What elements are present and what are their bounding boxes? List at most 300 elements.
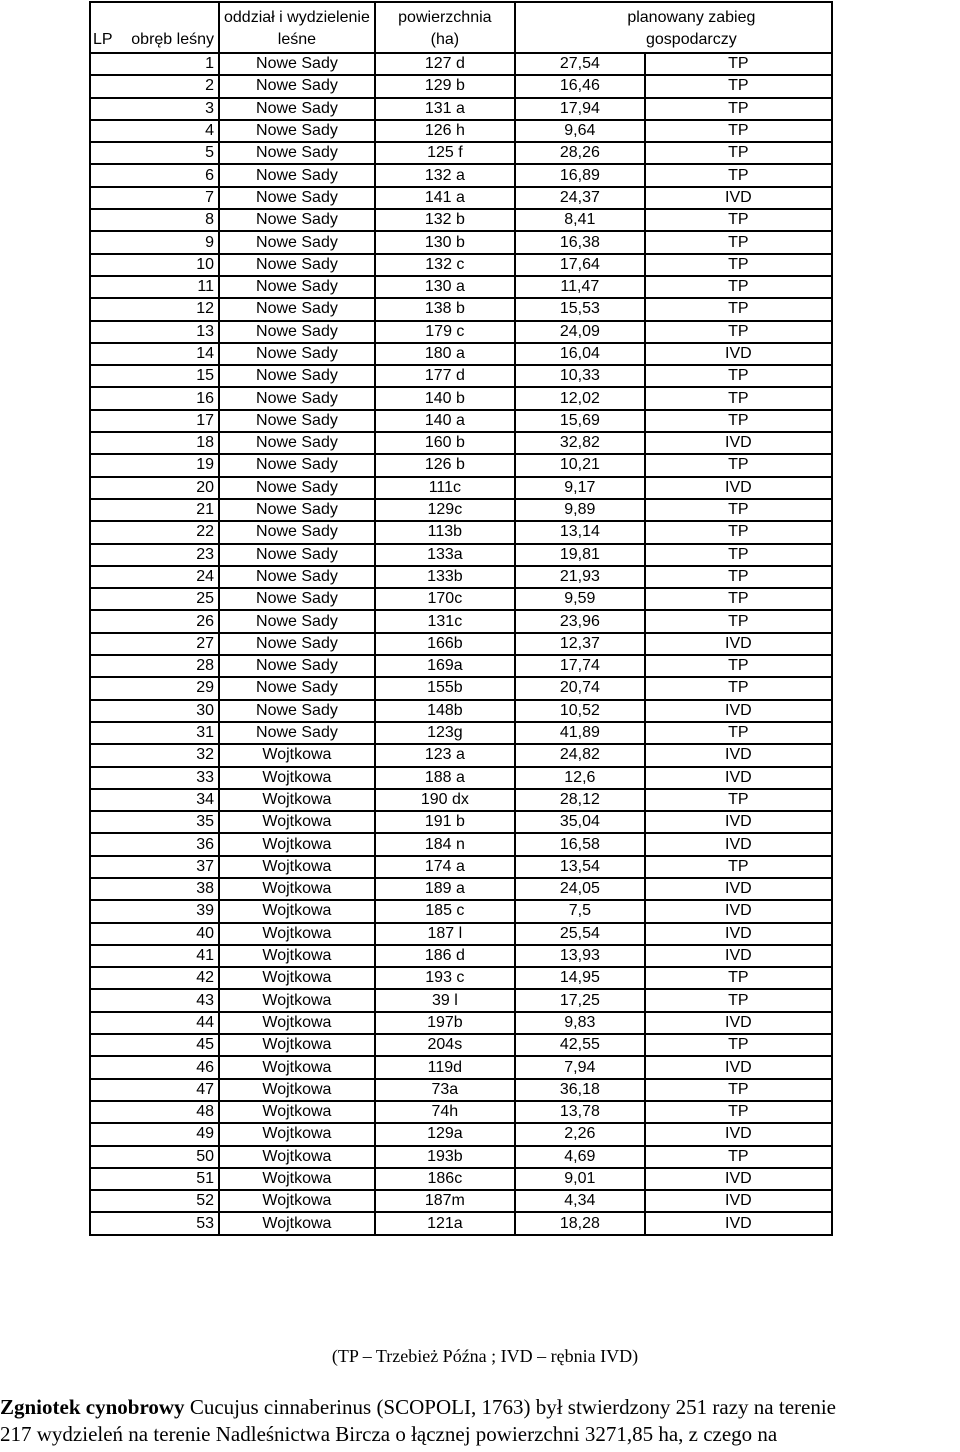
cell-obreb: Nowe Sady (219, 276, 375, 298)
cell-powierzchnia: 25,54 (515, 923, 645, 945)
cell-powierzchnia: 7,94 (515, 1056, 645, 1078)
cell-lp: 27 (90, 633, 219, 655)
cell-lp: 39 (90, 900, 219, 922)
cell-lp: 46 (90, 1056, 219, 1078)
cell-obreb: Nowe Sady (219, 677, 375, 699)
cell-lp: 43 (90, 989, 219, 1011)
table-row (90, 967, 832, 989)
cell-obreb: Wojtkowa (219, 1101, 375, 1123)
table-row (90, 811, 832, 833)
table-row (90, 254, 832, 276)
cell-oddzial: 177 d (375, 365, 515, 387)
cell-oddzial: 170c (375, 588, 515, 610)
cell-lp: 28 (90, 655, 219, 677)
table-row (90, 1190, 832, 1212)
cell-powierzchnia: 10,21 (515, 454, 645, 476)
cell-zabieg: TP (645, 722, 832, 744)
cell-obreb: Wojtkowa (219, 1012, 375, 1034)
cell-oddzial: 204s (375, 1034, 515, 1056)
table-row (90, 722, 832, 744)
table-row (90, 432, 832, 454)
cell-zabieg: TP (645, 75, 832, 97)
cell-zabieg: TP (645, 231, 832, 253)
cell-obreb: Nowe Sady (219, 610, 375, 632)
cell-powierzchnia: 4,69 (515, 1146, 645, 1168)
cell-obreb: Nowe Sady (219, 410, 375, 432)
cell-obreb: Nowe Sady (219, 454, 375, 476)
cell-oddzial: 131 a (375, 98, 515, 120)
cell-lp: 11 (90, 276, 219, 298)
cell-zabieg: IVD (645, 744, 832, 766)
cell-powierzchnia: 8,41 (515, 209, 645, 231)
cell-oddzial: 113b (375, 521, 515, 543)
cell-oddzial: 126 h (375, 120, 515, 142)
cell-lp: 7 (90, 187, 219, 209)
cell-powierzchnia: 27,54 (515, 53, 645, 75)
cell-lp: 21 (90, 499, 219, 521)
cell-oddzial: 186c (375, 1168, 515, 1190)
cell-powierzchnia: 16,38 (515, 231, 645, 253)
cell-oddzial: 119d (375, 1056, 515, 1078)
table-row (90, 1212, 832, 1234)
cell-zabieg: IVD (645, 1212, 832, 1234)
table-row (90, 454, 832, 476)
cell-zabieg: TP (645, 967, 832, 989)
cell-obreb: Nowe Sady (219, 633, 375, 655)
table-row (90, 298, 832, 320)
cell-obreb: Nowe Sady (219, 544, 375, 566)
cell-powierzchnia: 16,46 (515, 75, 645, 97)
cell-powierzchnia: 23,96 (515, 610, 645, 632)
cell-zabieg: IVD (645, 187, 832, 209)
cell-obreb: Nowe Sady (219, 387, 375, 409)
cell-zabieg: IVD (645, 1056, 832, 1078)
cell-zabieg: TP (645, 209, 832, 231)
cell-oddzial: 132 a (375, 164, 515, 186)
cell-lp: 34 (90, 789, 219, 811)
table-row (90, 1034, 832, 1056)
cell-obreb: Nowe Sady (219, 700, 375, 722)
cell-powierzchnia: 9,83 (515, 1012, 645, 1034)
species-name: Zgniotek cynobrowy (0, 1395, 185, 1419)
cell-powierzchnia: 13,54 (515, 856, 645, 878)
cell-lp: 4 (90, 120, 219, 142)
cell-obreb: Nowe Sady (219, 477, 375, 499)
cell-obreb: Nowe Sady (219, 231, 375, 253)
cell-obreb: Wojtkowa (219, 1146, 375, 1168)
table-row (90, 900, 832, 922)
cell-zabieg: TP (645, 98, 832, 120)
paragraph-line1: Cucujus cinnaberinus (SCOPOLI, 1763) był stwierdzony 251 razy na terenie (184, 1395, 837, 1419)
cell-lp: 14 (90, 343, 219, 365)
table-row (90, 878, 832, 900)
cell-powierzchnia: 28,26 (515, 142, 645, 164)
cell-zabieg: TP (645, 454, 832, 476)
cell-powierzchnia: 42,55 (515, 1034, 645, 1056)
paragraph-line2: 217 wydzieleń na terenie Nadleśnictwa Bircza o łącznej powierzchni 3271,85 ha, z czego na (0, 1422, 778, 1446)
cell-lp: 31 (90, 722, 219, 744)
cell-zabieg: IVD (645, 1190, 832, 1212)
table-row (90, 98, 832, 120)
cell-obreb: Wojtkowa (219, 945, 375, 967)
cell-oddzial: 127 d (375, 53, 515, 75)
cell-zabieg: TP (645, 544, 832, 566)
cell-powierzchnia: 16,89 (515, 164, 645, 186)
cell-zabieg: TP (645, 588, 832, 610)
cell-zabieg: IVD (645, 923, 832, 945)
cell-powierzchnia: 2,26 (515, 1123, 645, 1145)
table-row (90, 989, 832, 1011)
table-row (90, 209, 832, 231)
table-row (90, 1012, 832, 1034)
cell-obreb: Nowe Sady (219, 98, 375, 120)
cell-obreb: Wojtkowa (219, 1034, 375, 1056)
cell-oddzial: 174 a (375, 856, 515, 878)
cell-powierzchnia: 24,05 (515, 878, 645, 900)
cell-lp: 20 (90, 477, 219, 499)
cell-lp: 1 (90, 53, 219, 75)
cell-obreb: Nowe Sady (219, 521, 375, 543)
cell-oddzial: 191 b (375, 811, 515, 833)
cell-oddzial: 179 c (375, 321, 515, 343)
table-row (90, 700, 832, 722)
cell-powierzchnia: 10,52 (515, 700, 645, 722)
cell-lp: 44 (90, 1012, 219, 1034)
cell-zabieg: TP (645, 655, 832, 677)
cell-zabieg: TP (645, 120, 832, 142)
cell-oddzial: 180 a (375, 343, 515, 365)
cell-obreb: Nowe Sady (219, 209, 375, 231)
cell-lp: 23 (90, 544, 219, 566)
cell-obreb: Wojtkowa (219, 989, 375, 1011)
cell-lp: 9 (90, 231, 219, 253)
cell-oddzial: 187m (375, 1190, 515, 1212)
cell-zabieg: IVD (645, 432, 832, 454)
cell-obreb: Nowe Sady (219, 298, 375, 320)
table-row (90, 767, 832, 789)
cell-obreb: Nowe Sady (219, 142, 375, 164)
cell-lp: 3 (90, 98, 219, 120)
cell-lp: 42 (90, 967, 219, 989)
cell-lp: 41 (90, 945, 219, 967)
table-row (90, 1146, 832, 1168)
table-row (90, 610, 832, 632)
cell-zabieg: TP (645, 410, 832, 432)
cell-obreb: Wojtkowa (219, 1079, 375, 1101)
header-obreb: obręb leśny (131, 31, 214, 48)
cell-obreb: Wojtkowa (219, 1212, 375, 1234)
paragraph (0, 1394, 960, 1448)
cell-oddzial: 129 b (375, 75, 515, 97)
header-powierzchnia: powierzchnia (ha) (375, 2, 515, 53)
cell-oddzial: 193 c (375, 967, 515, 989)
cell-powierzchnia: 24,82 (515, 744, 645, 766)
header-lp: LP (93, 31, 113, 48)
cell-powierzchnia: 11,47 (515, 276, 645, 298)
cell-oddzial: 140 a (375, 410, 515, 432)
cell-powierzchnia: 9,59 (515, 588, 645, 610)
cell-lp: 45 (90, 1034, 219, 1056)
cell-oddzial: 123 a (375, 744, 515, 766)
cell-zabieg: IVD (645, 945, 832, 967)
table-row (90, 343, 832, 365)
cell-obreb: Nowe Sady (219, 432, 375, 454)
cell-zabieg: IVD (645, 633, 832, 655)
cell-oddzial: 148b (375, 700, 515, 722)
cell-obreb: Wojtkowa (219, 878, 375, 900)
cell-lp: 29 (90, 677, 219, 699)
legend: (TP – Trzebież Późna ; IVD – rębnia IVD) (331, 1346, 639, 1366)
cell-obreb: Nowe Sady (219, 343, 375, 365)
cell-zabieg: TP (645, 142, 832, 164)
table-row (90, 187, 832, 209)
cell-zabieg: TP (645, 321, 832, 343)
header-zabieg: planowany zabieg gospodarczy (515, 2, 832, 53)
cell-oddzial: 138 b (375, 298, 515, 320)
cell-oddzial: 166b (375, 633, 515, 655)
table-row (90, 231, 832, 253)
cell-oddzial: 126 b (375, 454, 515, 476)
table-row (90, 387, 832, 409)
cell-powierzchnia: 24,37 (515, 187, 645, 209)
cell-zabieg: TP (645, 856, 832, 878)
cell-obreb: Wojtkowa (219, 789, 375, 811)
cell-oddzial: 184 n (375, 833, 515, 855)
cell-zabieg: TP (645, 276, 832, 298)
cell-oddzial: 189 a (375, 878, 515, 900)
table-row (90, 1123, 832, 1145)
cell-lp: 35 (90, 811, 219, 833)
cell-zabieg: TP (645, 1101, 832, 1123)
cell-obreb: Nowe Sady (219, 120, 375, 142)
cell-powierzchnia: 13,78 (515, 1101, 645, 1123)
cell-lp: 13 (90, 321, 219, 343)
cell-powierzchnia: 9,64 (515, 120, 645, 142)
cell-powierzchnia: 32,82 (515, 432, 645, 454)
cell-obreb: Nowe Sady (219, 53, 375, 75)
table-row (90, 120, 832, 142)
table-row (90, 923, 832, 945)
cell-obreb: Nowe Sady (219, 365, 375, 387)
cell-obreb: Wojtkowa (219, 1168, 375, 1190)
cell-oddzial: 188 a (375, 767, 515, 789)
cell-oddzial: 197b (375, 1012, 515, 1034)
cell-powierzchnia: 9,89 (515, 499, 645, 521)
cell-powierzchnia: 21,93 (515, 566, 645, 588)
cell-oddzial: 187 l (375, 923, 515, 945)
cell-lp: 19 (90, 454, 219, 476)
cell-lp: 48 (90, 1101, 219, 1123)
cell-powierzchnia: 4,34 (515, 1190, 645, 1212)
cell-lp: 25 (90, 588, 219, 610)
cell-lp: 37 (90, 856, 219, 878)
cell-oddzial: 125 f (375, 142, 515, 164)
table-row (90, 945, 832, 967)
table-row (90, 856, 832, 878)
table-row (90, 499, 832, 521)
cell-lp: 6 (90, 164, 219, 186)
cell-lp: 24 (90, 566, 219, 588)
cell-zabieg: TP (645, 677, 832, 699)
table-row (90, 1101, 832, 1123)
cell-obreb: Wojtkowa (219, 856, 375, 878)
cell-powierzchnia: 12,37 (515, 633, 645, 655)
cell-zabieg: IVD (645, 1168, 832, 1190)
cell-lp: 32 (90, 744, 219, 766)
cell-lp: 51 (90, 1168, 219, 1190)
cell-oddzial: 160 b (375, 432, 515, 454)
table-row (90, 544, 832, 566)
cell-powierzchnia: 41,89 (515, 722, 645, 744)
cell-oddzial: 121a (375, 1212, 515, 1234)
table-row (90, 655, 832, 677)
cell-powierzchnia: 9,01 (515, 1168, 645, 1190)
cell-zabieg: IVD (645, 700, 832, 722)
table-row (90, 164, 832, 186)
cell-oddzial: 133a (375, 544, 515, 566)
cell-oddzial: 129a (375, 1123, 515, 1145)
cell-powierzchnia: 10,33 (515, 365, 645, 387)
table-row (90, 75, 832, 97)
cell-powierzchnia: 17,74 (515, 655, 645, 677)
table-row (90, 521, 832, 543)
table-row (90, 744, 832, 766)
cell-zabieg: TP (645, 387, 832, 409)
cell-obreb: Wojtkowa (219, 744, 375, 766)
cell-lp: 36 (90, 833, 219, 855)
cell-lp: 12 (90, 298, 219, 320)
table-row (90, 566, 832, 588)
cell-obreb: Nowe Sady (219, 499, 375, 521)
cell-obreb: Nowe Sady (219, 164, 375, 186)
cell-zabieg: TP (645, 610, 832, 632)
table-row (90, 633, 832, 655)
cell-powierzchnia: 16,58 (515, 833, 645, 855)
cell-powierzchnia: 36,18 (515, 1079, 645, 1101)
table-header-row (90, 2, 832, 53)
cell-zabieg: TP (645, 254, 832, 276)
cell-zabieg: TP (645, 53, 832, 75)
cell-powierzchnia: 13,14 (515, 521, 645, 543)
cell-oddzial: 129c (375, 499, 515, 521)
header-oddzial: oddział i wydzielenie leśne (219, 2, 375, 53)
table-row (90, 833, 832, 855)
cell-lp: 40 (90, 923, 219, 945)
table-row (90, 1056, 832, 1078)
cell-obreb: Nowe Sady (219, 655, 375, 677)
cell-lp: 5 (90, 142, 219, 164)
table-row (90, 53, 832, 75)
cell-oddzial: 73a (375, 1079, 515, 1101)
cell-obreb: Nowe Sady (219, 75, 375, 97)
cell-powierzchnia: 18,28 (515, 1212, 645, 1234)
cell-oddzial: 193b (375, 1146, 515, 1168)
cell-lp: 38 (90, 878, 219, 900)
cell-lp: 33 (90, 767, 219, 789)
cell-powierzchnia: 28,12 (515, 789, 645, 811)
cell-powierzchnia: 17,64 (515, 254, 645, 276)
table-row (90, 588, 832, 610)
cell-obreb: Wojtkowa (219, 900, 375, 922)
cell-oddzial: 123g (375, 722, 515, 744)
cell-lp: 30 (90, 700, 219, 722)
table-row (90, 1079, 832, 1101)
cell-oddzial: 132 c (375, 254, 515, 276)
cell-powierzchnia: 17,94 (515, 98, 645, 120)
cell-lp: 47 (90, 1079, 219, 1101)
cell-powierzchnia: 35,04 (515, 811, 645, 833)
cell-zabieg: IVD (645, 1123, 832, 1145)
cell-zabieg: TP (645, 1146, 832, 1168)
cell-zabieg: TP (645, 298, 832, 320)
table-row (90, 321, 832, 343)
cell-zabieg: IVD (645, 767, 832, 789)
cell-obreb: Wojtkowa (219, 833, 375, 855)
cell-lp: 10 (90, 254, 219, 276)
cell-zabieg: TP (645, 1034, 832, 1056)
cell-obreb: Nowe Sady (219, 321, 375, 343)
cell-powierzchnia: 14,95 (515, 967, 645, 989)
cell-zabieg: IVD (645, 343, 832, 365)
cell-oddzial: 155b (375, 677, 515, 699)
cell-obreb: Nowe Sady (219, 722, 375, 744)
cell-obreb: Wojtkowa (219, 1123, 375, 1145)
cell-lp: 8 (90, 209, 219, 231)
cell-oddzial: 186 d (375, 945, 515, 967)
cell-lp: 2 (90, 75, 219, 97)
cell-obreb: Nowe Sady (219, 588, 375, 610)
cell-obreb: Wojtkowa (219, 811, 375, 833)
cell-zabieg: TP (645, 164, 832, 186)
cell-oddzial: 130 a (375, 276, 515, 298)
cell-zabieg: TP (645, 1079, 832, 1101)
cell-zabieg: IVD (645, 900, 832, 922)
cell-lp: 17 (90, 410, 219, 432)
cell-powierzchnia: 7,5 (515, 900, 645, 922)
cell-oddzial: 132 b (375, 209, 515, 231)
table-row (90, 477, 832, 499)
table-row (90, 276, 832, 298)
cell-zabieg: TP (645, 789, 832, 811)
table-row (90, 410, 832, 432)
cell-zabieg: TP (645, 365, 832, 387)
cell-obreb: Nowe Sady (219, 187, 375, 209)
cell-zabieg: IVD (645, 1012, 832, 1034)
cell-zabieg: TP (645, 521, 832, 543)
cell-lp: 49 (90, 1123, 219, 1145)
cell-oddzial: 39 l (375, 989, 515, 1011)
cell-lp: 52 (90, 1190, 219, 1212)
cell-zabieg: IVD (645, 833, 832, 855)
cell-oddzial: 169a (375, 655, 515, 677)
cell-powierzchnia: 19,81 (515, 544, 645, 566)
table-body (90, 53, 832, 1235)
cell-lp: 18 (90, 432, 219, 454)
cell-oddzial: 190 dx (375, 789, 515, 811)
table-row (90, 365, 832, 387)
cell-obreb: Wojtkowa (219, 1056, 375, 1078)
cell-powierzchnia: 20,74 (515, 677, 645, 699)
cell-obreb: Nowe Sady (219, 566, 375, 588)
cell-powierzchnia: 13,93 (515, 945, 645, 967)
cell-powierzchnia: 17,25 (515, 989, 645, 1011)
cell-zabieg: IVD (645, 811, 832, 833)
cell-zabieg: IVD (645, 477, 832, 499)
table-row (90, 789, 832, 811)
cell-powierzchnia: 12,6 (515, 767, 645, 789)
cell-obreb: Wojtkowa (219, 923, 375, 945)
cell-oddzial: 141 a (375, 187, 515, 209)
